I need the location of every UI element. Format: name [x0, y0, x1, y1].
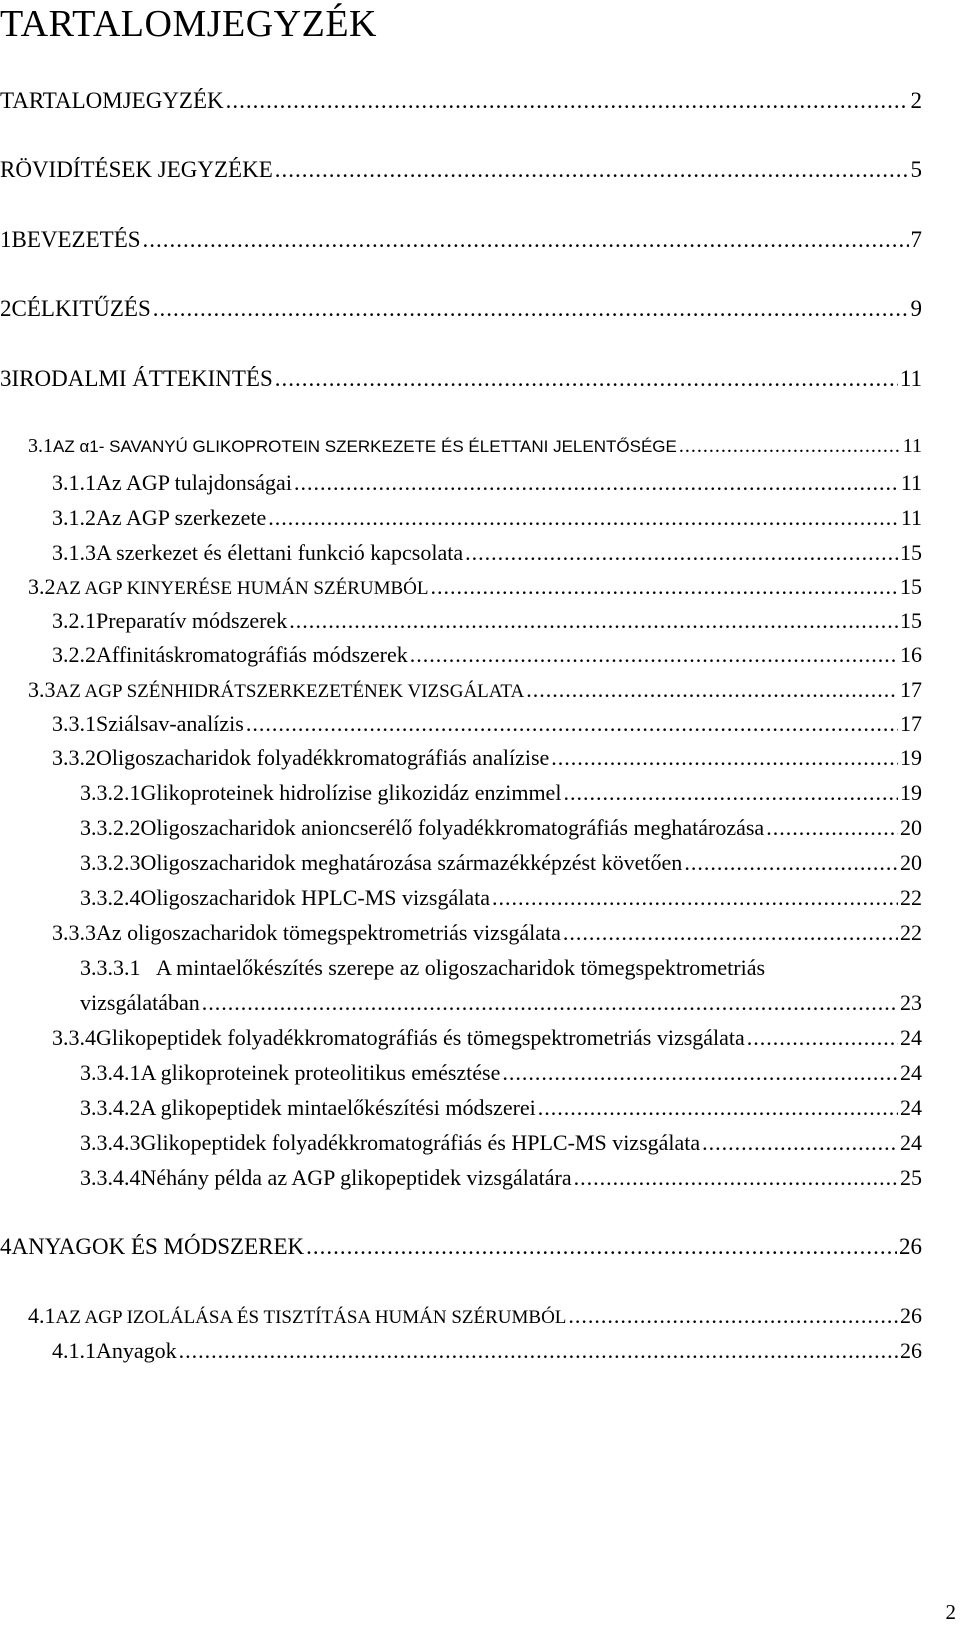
toc-entry-page: 17	[900, 711, 922, 736]
toc-entry-text: Oligoszacharidok meghatározása származékképzést követően	[140, 850, 683, 875]
toc-entry-page: 15	[900, 574, 922, 599]
toc-entry-page: 19	[900, 780, 922, 805]
toc-entry-text: Glikopeptidek folyadékkromatográfiás és HPLC-MS vizsgálata	[140, 1130, 701, 1155]
toc-entry-number: 3	[0, 366, 12, 391]
toc-entry-number: 3.3.3.1	[80, 955, 141, 980]
toc-entry-page: 20	[900, 815, 922, 840]
toc-entry-page: 26	[900, 1303, 922, 1328]
toc-entry-number: 3.3.4.4	[80, 1165, 141, 1190]
toc-entry-page: 24	[900, 1025, 922, 1050]
toc-entry[interactable]	[0, 366, 922, 392]
toc-entry-text: AZ AGP IZOLÁLÁSA ÉS TISZTÍTÁSA HUMÁN SZÉRUMBÓL	[55, 1307, 567, 1328]
toc-entry[interactable]	[0, 227, 922, 253]
toc-entry-number: 3.1	[28, 435, 53, 457]
toc-entry-page: 11	[902, 435, 922, 457]
toc-entry-text: Az AGP tulajdonságai	[96, 470, 292, 495]
toc-entry[interactable]	[80, 955, 922, 981]
toc-entry[interactable]	[80, 990, 922, 1016]
toc-entry-number: 3.3.4	[52, 1025, 96, 1050]
toc-entry[interactable]	[80, 1060, 922, 1086]
toc-leader	[246, 711, 898, 737]
toc-entry[interactable]	[52, 540, 922, 566]
toc-leader	[679, 435, 901, 458]
toc-entry-page: 20	[900, 850, 922, 875]
toc-entry[interactable]	[0, 296, 922, 322]
toc-entry[interactable]	[80, 1095, 922, 1121]
toc-entry-page: 23	[900, 990, 922, 1015]
toc-leader	[568, 1303, 898, 1329]
toc-entry-text: A mintaelőkészítés szerepe az oligoszacharidok tömegspektrometriás	[156, 955, 766, 980]
toc-entry-number: 3.3.4.3	[80, 1130, 141, 1155]
toc-entry-text: Glikoproteinek hidrolízise glikozidáz enzimmel	[140, 780, 562, 805]
toc-entry-text: BEVEZETÉS	[11, 227, 141, 252]
toc-entry-page: 26	[900, 1338, 922, 1363]
page-title: TARTALOMJEGYZÉK	[0, 3, 377, 45]
toc-entry-text: Preparatív módszerek	[96, 608, 288, 633]
toc-leader	[179, 1338, 898, 1364]
toc-entry-text: AZ AGP KINYERÉSE HUMÁN SZÉRUMBÓL	[55, 578, 429, 599]
toc-entry-text: TARTALOMJEGYZÉK	[0, 88, 224, 113]
toc-entry-page: 9	[910, 296, 922, 321]
toc-entry[interactable]	[52, 642, 922, 668]
toc-entry-text: Anyagok	[96, 1338, 177, 1363]
toc-entry-number: 3.3.3	[52, 920, 96, 945]
toc-entry-page: 7	[910, 227, 922, 252]
toc-leader	[502, 1060, 898, 1086]
toc-entry[interactable]	[80, 885, 922, 911]
toc-entry-number: 3.1.2	[52, 505, 96, 530]
toc-entry-page: 24	[900, 1060, 922, 1085]
toc-leader	[492, 885, 898, 911]
toc-leader	[702, 1130, 898, 1156]
toc-leader	[430, 574, 898, 600]
toc-entry[interactable]	[52, 745, 922, 771]
toc-entry-text: Affinitáskromatográfiás módszerek	[96, 642, 408, 667]
toc-entry-page: 11	[900, 470, 922, 495]
toc-leader	[747, 1025, 898, 1051]
toc-leader	[563, 920, 898, 946]
toc-entry[interactable]	[80, 850, 922, 876]
toc-leader	[538, 1095, 898, 1121]
toc-entry-text: Oligoszacharidok anioncserélő folyadékkromatográfiás meghatározása	[140, 815, 765, 840]
toc-entry[interactable]	[80, 1165, 922, 1191]
toc-leader	[143, 227, 909, 253]
toc-entry-page: 22	[900, 920, 922, 945]
toc-entry[interactable]	[52, 505, 922, 531]
toc-leader	[306, 1234, 897, 1260]
page-number: 2	[945, 1600, 956, 1624]
toc-entry-number: 3.3.2.4	[80, 885, 141, 910]
toc-entry[interactable]	[52, 920, 922, 946]
toc-entry-page: 16	[900, 642, 922, 667]
toc-entry-number: 3.3.4.1	[80, 1060, 141, 1085]
toc-entry-page: 24	[900, 1095, 922, 1120]
toc-entry-number: 3.2.1	[52, 608, 96, 633]
toc-entry[interactable]	[0, 88, 922, 114]
toc-leader	[294, 470, 899, 496]
toc-entry[interactable]	[28, 435, 922, 458]
toc-entry-text: AZ α1- SAVANYÚ GLIKOPROTEIN SZERKEZETE ÉS ÉLETTANI JELENTŐSÉGE	[53, 437, 677, 456]
toc-entry[interactable]	[80, 780, 922, 806]
toc-entry-number: 3.3.2	[52, 745, 96, 770]
toc-entry-number: 3.3.2.3	[80, 850, 141, 875]
toc-entry-number: 3.3.4.2	[80, 1095, 141, 1120]
toc-leader	[153, 296, 909, 322]
toc-entry-number: 1	[0, 227, 12, 252]
toc-entry[interactable]	[28, 677, 922, 703]
toc-entry[interactable]	[28, 1303, 922, 1329]
toc-entry-number: 2	[0, 296, 12, 321]
toc-entry-page: 15	[900, 540, 922, 565]
toc-entry[interactable]	[0, 157, 922, 183]
toc-entry-text: A glikopeptidek mintaelőkészítési módszerei	[140, 1095, 536, 1120]
toc-entry-page: 24	[900, 1130, 922, 1155]
toc-entry[interactable]	[52, 470, 922, 496]
toc-leader	[563, 780, 898, 806]
toc-leader	[275, 366, 898, 392]
toc-entry-page: 26	[899, 1234, 922, 1259]
toc-leader	[202, 990, 898, 1016]
toc-entry-number: 3.3.1	[52, 711, 96, 736]
toc-entry[interactable]	[52, 711, 922, 737]
toc-leader	[574, 1165, 898, 1191]
toc-entry[interactable]	[0, 1234, 922, 1260]
toc-entry-page: 15	[900, 608, 922, 633]
toc-entry-page: 25	[900, 1165, 922, 1190]
toc-entry[interactable]	[52, 608, 922, 634]
toc-entry-text: Glikopeptidek folyadékkromatográfiás és tömegspektrometriás vizsgálata	[96, 1025, 745, 1050]
toc-entry-text: A glikoproteinek proteolitikus emésztése	[140, 1060, 501, 1085]
toc-entry[interactable]	[28, 574, 922, 600]
toc-entry-number: 3.1.3	[52, 540, 96, 565]
toc-entry-page: 5	[910, 157, 922, 182]
toc-entry[interactable]	[80, 815, 922, 841]
toc-entry[interactable]	[52, 1338, 922, 1364]
toc-leader	[410, 642, 898, 668]
toc-leader	[226, 88, 909, 114]
toc-entry-text: vizsgálatában	[80, 990, 200, 1015]
toc-entry-number: 4.1	[28, 1303, 56, 1328]
toc-entry-text: Oligoszacharidok folyadékkromatográfiás analízise	[96, 745, 550, 770]
toc-leader	[551, 745, 898, 771]
toc-entry-text: AZ AGP SZÉNHIDRÁTSZERKEZETÉNEK VIZSGÁLATA	[55, 681, 525, 702]
toc-entry-number: 4	[0, 1234, 12, 1259]
toc-entry-number: 3.1.1	[52, 470, 96, 495]
toc-entry-page: 11	[900, 505, 922, 530]
toc-entry-text: A szerkezet és élettani funkció kapcsolata	[96, 540, 464, 565]
toc-entry-text: CÉLKITŰZÉS	[11, 296, 151, 321]
toc-entry-text: Az oligoszacharidok tömegspektrometriás vizsgálata	[96, 920, 561, 945]
toc-entry[interactable]	[80, 1130, 922, 1156]
toc-entry-page: 22	[900, 885, 922, 910]
toc-entry-number: 3.2	[28, 574, 56, 599]
toc-entry-text: Sziálsav-analízis	[96, 711, 244, 736]
toc-entry-text: ANYAGOK ÉS MÓDSZEREK	[11, 1234, 305, 1259]
toc-entry-page: 19	[900, 745, 922, 770]
toc-entry-number: 3.3.2.1	[80, 780, 141, 805]
toc-leader	[465, 540, 898, 566]
toc-leader	[268, 505, 899, 531]
toc-entry-text: Az AGP szerkezete	[96, 505, 267, 530]
toc-leader	[526, 677, 898, 703]
toc-entry-number: 3.2.2	[52, 642, 96, 667]
toc-leader	[766, 815, 898, 841]
toc-entry-text: Néhány példa az AGP glikopeptidek vizsgálatára	[140, 1165, 572, 1190]
toc-entry-page: 11	[899, 366, 922, 391]
toc-entry-number: 4.1.1	[52, 1338, 96, 1363]
toc-entry-number: 3.3.2.2	[80, 815, 141, 840]
toc-entry[interactable]	[52, 1025, 922, 1051]
toc-leader	[289, 608, 898, 634]
toc-entry-page: 2	[910, 88, 922, 113]
toc-entry-page: 17	[900, 677, 922, 702]
toc-leader	[684, 850, 898, 876]
toc-leader	[275, 157, 909, 183]
toc-entry-text: IRODALMI ÁTTEKINTÉS	[11, 366, 273, 391]
toc-entry-number: 3.3	[28, 677, 56, 702]
toc-entry-text: Oligoszacharidok HPLC-MS vizsgálata	[140, 885, 490, 910]
toc-entry-text: RÖVIDÍTÉSEK JEGYZÉKE	[0, 157, 273, 182]
